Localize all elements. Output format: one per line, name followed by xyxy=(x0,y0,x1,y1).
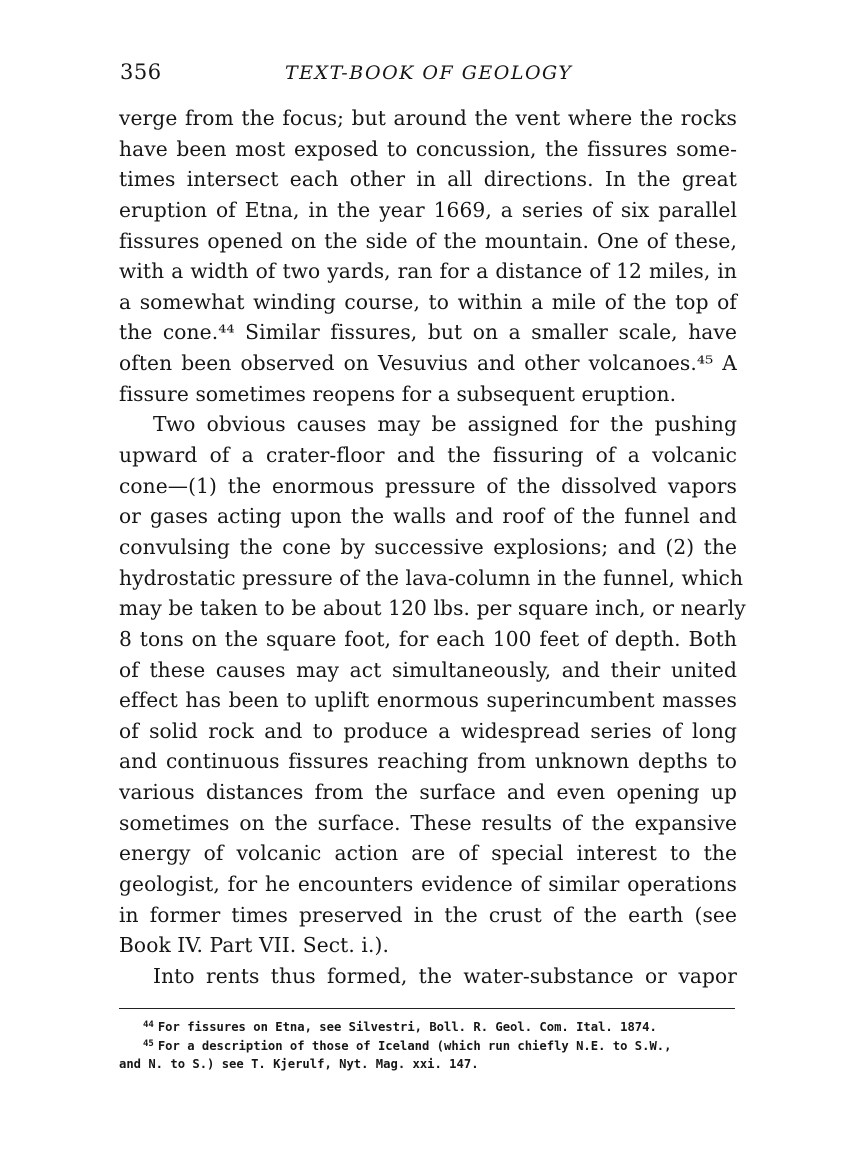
text-line: fissures opened on the side of the mountain. One of these, xyxy=(119,228,737,253)
text-line: Two obvious causes may be assigned for the pushing xyxy=(153,412,737,437)
footnote-marker: 44 xyxy=(143,1020,154,1030)
page-number: 356 xyxy=(120,60,162,84)
text-line: may be taken to be about 120 lbs. per square inch, or nearly xyxy=(119,596,746,621)
text-line: eruption of Etna, in the year 1669, a series of six parallel xyxy=(119,197,737,222)
text-line: often been observed on Vesuvius and other volcanoes.⁴⁵ A xyxy=(119,351,737,376)
text-line: various distances from the surface and even opening up xyxy=(119,780,737,805)
text-line: of these causes may act simultaneously, and their united xyxy=(119,657,737,682)
text-line: hydrostatic pressure of the lava-column in the funnel, which xyxy=(119,565,744,590)
footnote-marker: 45 xyxy=(143,1038,154,1049)
footnote-divider xyxy=(119,1008,735,1009)
text-line: Book IV. Part VII. Sect. i.). xyxy=(119,933,389,958)
text-line: effect has been to uplift enormous superincumbent masses xyxy=(119,688,737,713)
text-line: geologist, for he encounters evidence of similar operations xyxy=(119,872,737,897)
text-line: the cone.⁴⁴ Similar fissures, but on a smaller scale, have xyxy=(119,320,737,345)
text-line: with a width of two yards, ran for a distance of 12 miles, in xyxy=(119,259,737,284)
text-line: cone—(1) the enormous pressure of the dissolved vapors xyxy=(119,473,737,498)
footnote-45-continued: and N. to S.) see T. Kjerulf, Nyt. Mag. xxi. 147. xyxy=(119,1057,479,1071)
text-line: or gases acting upon the walls and roof of the funnel and xyxy=(119,504,737,529)
text-line: 8 tons on the square foot, for each 100 feet of depth. Both xyxy=(119,626,737,651)
text-line: and continuous fissures reaching from unknown depths to xyxy=(119,749,737,774)
text-line: sometimes on the surface. These results of the expansive xyxy=(119,810,737,835)
footnote-text: For a description of those of Iceland (which run chiefly N.E. to S.W., xyxy=(157,1038,672,1053)
text-line: fissure sometimes reopens for a subsequent eruption. xyxy=(119,381,677,406)
page-header xyxy=(120,60,736,90)
body-text xyxy=(119,103,746,992)
text-line: Into rents thus formed, the water-substance or vapor xyxy=(153,963,737,988)
running-head: TEXT-BOOK OF GEOLOGY xyxy=(285,62,573,84)
footnotes xyxy=(119,1018,735,1074)
text-line: upward of a crater-floor and the fissuring of a volcanic xyxy=(119,443,737,468)
text-line: energy of volcanic action are of special interest to the xyxy=(119,841,737,866)
text-line: in former times preserved in the crust of the earth (see xyxy=(119,902,737,927)
footnote-text: For fissures on Etna, see Silvestri, Boll. R. Geol. Com. Ital. 1874. xyxy=(157,1020,657,1034)
text-line: convulsing the cone by successive explosions; and (2) the xyxy=(119,534,737,559)
footnote-45 xyxy=(119,1037,735,1056)
footnote-44 xyxy=(119,1018,735,1037)
text-line: a somewhat winding course, to within a mile of the top of xyxy=(119,289,737,314)
text-line: of solid rock and to produce a widespread series of long xyxy=(119,718,737,743)
text-line: verge from the focus; but around the vent where the rocks xyxy=(119,106,737,130)
text-line: times intersect each other in all directions. In the great xyxy=(119,167,737,192)
text-line: have been most exposed to concussion, the fissures some- xyxy=(119,136,737,161)
